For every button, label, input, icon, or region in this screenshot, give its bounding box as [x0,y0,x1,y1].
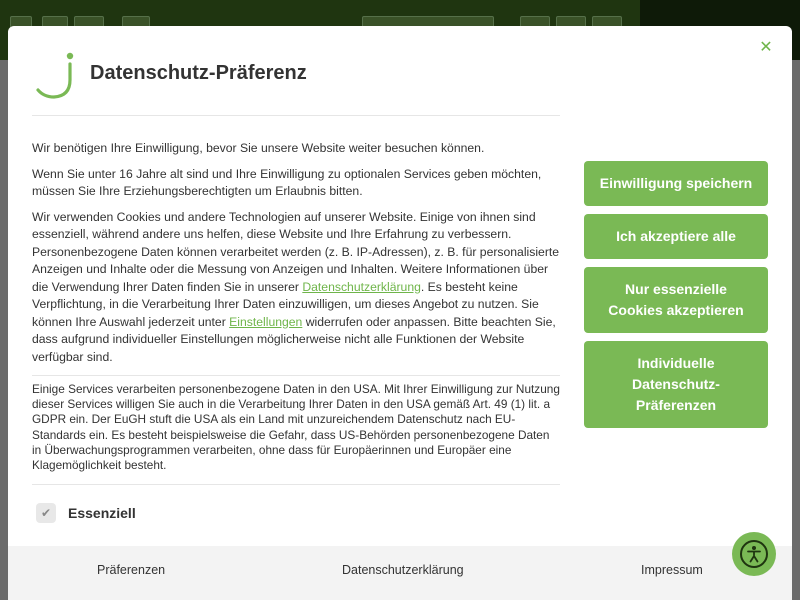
close-icon[interactable]: ✕ [759,39,773,56]
consent-text [32,140,560,374]
footer-imprint-link[interactable]: Impressum [641,563,703,577]
accessibility-icon [740,540,768,568]
save-consent-button[interactable]: Einwilligung speichern [584,161,768,206]
divider [32,484,560,485]
essential-checkbox[interactable] [36,503,56,523]
essential-label: Essenziell [68,505,136,521]
accessibility-button[interactable] [732,532,776,576]
modal-footer [8,546,792,600]
individual-preferences-button[interactable]: Individuelle Datenschutz-Präferenzen [584,341,768,428]
settings-link[interactable]: Einstellungen [229,314,303,329]
privacy-modal [8,26,792,546]
brand-logo-icon [36,50,80,102]
privacy-policy-link[interactable]: Datenschutzerklärung [302,279,421,294]
essential-only-button[interactable]: Nur essenzielle Cookies akzeptieren [584,267,768,333]
consent-text-segment: widerrufen oder anpassen. Bitte beachten Sie, dass aufgrund individueller Einstellungen möglicherweise nicht alle Funktionen der Website verfügbar sind. [32,314,556,364]
usa-transfer-notice: Einige Services verarbeiten personenbezogene Daten in den USA. Mit Ihrer Einwilligung zur Nutzung dieser Services willigen Sie auch in die Verarbeitung Ihrer Daten in den USA gemäß Art. 49 (1) lit. a GDPR ein. Der EuGH stuft die USA als ein Land mit unzureichendem Datenschutz nach EU-Standards ein. Es besteht beispielsweise die Gefahr, dass US-Behörden personenbezogene Daten in Überwachungsprogrammen verarbeiten, ohne dass für Europäerinnen und Europäer eine Klagemöglichkeit besteht. [32,382,560,473]
checkmark-icon: ✔ [40,506,52,520]
consent-buttons [584,161,768,436]
divider [32,115,560,116]
essential-category [36,502,136,524]
consent-text-segment: Wir verwenden Cookies und andere Technologien auf unserer Website. Einige von ihnen sind essenziell, während andere uns helfen, diese Website und Ihre Erfahrung zu verbessern. Personenbezogene Daten können verarbeitet werden (z. B. IP-Adressen), z. B. für personalisierte Anzeigen und Inhalte oder die Messung von Anzeigen und Inhalten. Weitere Informationen über die Verwendung Ihrer Daten finden Sie in unserer [32,209,560,294]
consent-paragraph-cookies [32,209,560,367]
footer-preferences-link[interactable]: Präferenzen [97,563,166,577]
footer-privacy-link[interactable]: Datenschutzerklärung [342,563,464,577]
modal-title: Datenschutz-Präferenz [90,62,307,84]
consent-paragraph-intro: Wir benötigen Ihre Einwilligung, bevor Sie unsere Website weiter besuchen können. [32,141,485,155]
consent-text-segment: . Es besteht keine Verpflichtung, in die Verarbeitung Ihrer Daten einzuwilligen, um dieses Angebot zu nutzen. Sie können Ihre Auswahl jederzeit unter [32,279,539,329]
consent-paragraph-age: Wenn Sie unter 16 Jahre alt sind und Ihre Einwilligung zu optionalen Services geben möchten, müssen Sie Ihre Erziehungsberechtigten um Erlaubnis bitten. [32,166,542,198]
divider [32,375,560,376]
accept-all-button[interactable]: Ich akzeptiere alle [584,214,768,259]
